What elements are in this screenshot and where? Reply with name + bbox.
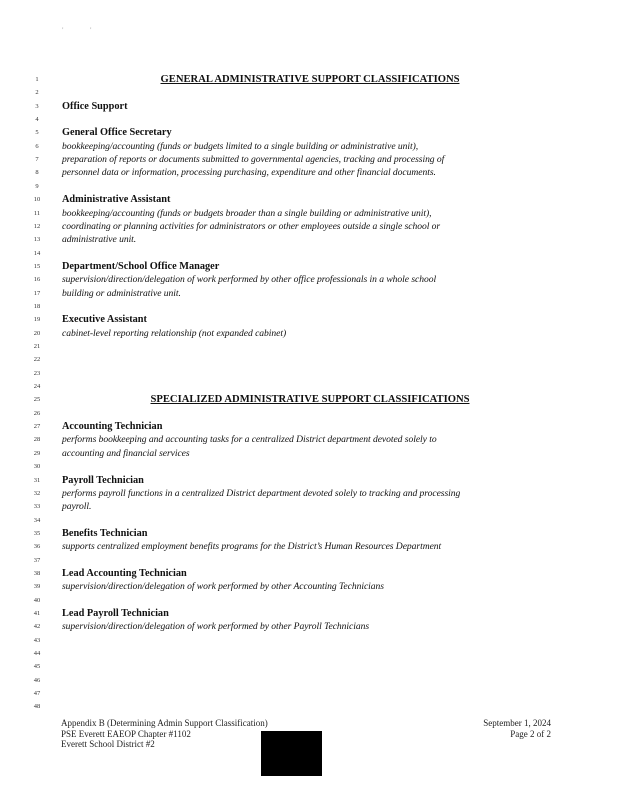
document-line <box>0 100 618 113</box>
document-line <box>0 580 618 593</box>
footer-date: September 1, 2024 <box>483 718 551 728</box>
line-number: 20 <box>33 329 41 337</box>
footer-left <box>61 718 268 750</box>
classification-description: supervision/direction/delegation of work performed by other office professionals in a whole school <box>62 274 437 286</box>
document-line <box>0 300 618 313</box>
document-line <box>0 540 618 553</box>
document-line <box>0 247 618 260</box>
line-number: 22 <box>33 356 41 364</box>
line-number: 35 <box>33 529 41 537</box>
classification-title: Payroll Technician <box>62 474 144 486</box>
document-line <box>0 433 618 446</box>
document-line <box>0 166 618 179</box>
line-number: 25 <box>33 396 41 404</box>
top-mark: , <box>90 24 92 30</box>
classification-description: performs bookkeeping and accounting tasks for a centralized District department devoted solely to <box>62 434 437 446</box>
line-number: 9 <box>35 182 39 190</box>
line-number: 39 <box>33 583 41 591</box>
line-number: 31 <box>33 476 41 484</box>
line-number: 12 <box>33 222 41 230</box>
footer-chapter: PSE Everett EAEOP Chapter #1102 <box>61 728 191 739</box>
classification-title: Lead Payroll Technician <box>62 608 169 619</box>
line-number: 10 <box>33 196 41 204</box>
document-line <box>0 313 618 326</box>
classification-description: building or administrative unit. <box>62 287 181 299</box>
line-number: 43 <box>33 636 41 644</box>
line-number: 46 <box>33 676 41 684</box>
document-line <box>0 273 618 286</box>
document-line <box>0 73 618 86</box>
classification-title: Department/School Office Manager <box>62 260 220 272</box>
line-number: 18 <box>33 302 41 310</box>
line-number: 11 <box>33 209 41 217</box>
footer-page-number: Page 2 of 2 <box>510 728 551 739</box>
line-number: 44 <box>33 650 41 658</box>
section-heading: SPECIALIZED ADMINISTRATIVE SUPPORT CLASSIFICATIONS <box>150 394 470 406</box>
line-number: 17 <box>33 289 41 297</box>
line-number: 3 <box>35 102 39 110</box>
document-line <box>0 460 618 473</box>
line-number: 41 <box>33 610 41 617</box>
classification-description: preparation of reports or documents submitted to governmental agencies, tracking and processing of <box>62 154 445 166</box>
line-number: 16 <box>33 276 41 284</box>
document-line <box>0 674 618 687</box>
document-line <box>0 126 618 139</box>
document-line <box>0 474 618 487</box>
document-line <box>0 180 618 193</box>
line-number: 32 <box>33 489 41 497</box>
document-line <box>0 500 618 513</box>
document-line <box>0 634 618 647</box>
classification-title: General Office Secretary <box>62 127 172 139</box>
classification-title: Office Support <box>62 100 128 112</box>
document-line <box>0 687 618 700</box>
document-line <box>0 113 618 126</box>
line-number: 13 <box>33 236 41 244</box>
classification-description: bookkeeping/accounting (funds or budgets broader than a single building or administrative unit), <box>62 207 432 219</box>
document-line <box>0 220 618 233</box>
line-number: 48 <box>33 703 41 711</box>
line-number: 29 <box>33 449 41 457</box>
document-line <box>0 700 618 713</box>
line-number: 37 <box>33 556 41 564</box>
line-number: 42 <box>33 623 41 631</box>
line-number: 47 <box>33 690 41 698</box>
line-number: 28 <box>33 436 41 444</box>
document-line <box>0 527 618 540</box>
document-line <box>0 380 618 393</box>
document-line <box>0 393 618 406</box>
document-line <box>0 260 618 273</box>
line-number: 26 <box>33 409 41 417</box>
classification-description: supervision/direction/delegation of work performed by other Accounting Technicians <box>62 581 384 593</box>
document-line <box>0 514 618 527</box>
classification-description: cabinet-level reporting relationship (not expanded cabinet) <box>62 327 287 339</box>
classification-description: coordinating or planning activities for administrators or other employees outside a single school or <box>62 220 441 232</box>
line-number: 5 <box>35 129 39 137</box>
document-line <box>0 287 618 300</box>
document-line <box>0 567 618 580</box>
line-number: 30 <box>33 463 41 471</box>
classification-description: payroll. <box>62 501 92 513</box>
document-line <box>0 554 618 567</box>
document-line <box>0 86 618 99</box>
classification-title: Administrative Assistant <box>62 194 171 206</box>
document-line <box>0 487 618 500</box>
footer-right <box>483 718 551 739</box>
document-line <box>0 407 618 420</box>
document-line <box>0 607 618 620</box>
document-line <box>0 340 618 353</box>
document-line <box>0 233 618 246</box>
document-line <box>0 153 618 166</box>
classification-description: performs payroll functions in a centralized District department devoted solely to tracking and processing <box>62 487 461 499</box>
document-line <box>0 620 618 633</box>
line-number: 6 <box>35 142 39 150</box>
document-line <box>0 140 618 153</box>
classification-description: supervision/direction/delegation of work performed by other Payroll Technicians <box>62 621 370 633</box>
line-number: 33 <box>33 503 41 511</box>
classification-title: Benefits Technician <box>62 527 148 539</box>
line-number: 45 <box>33 663 41 671</box>
line-number: 21 <box>33 343 41 350</box>
document-line <box>0 353 618 366</box>
line-number: 36 <box>33 543 41 551</box>
line-number: 40 <box>33 596 41 604</box>
redaction-block <box>261 731 322 776</box>
classification-title: Lead Accounting Technician <box>62 567 187 579</box>
line-number: 14 <box>33 249 41 257</box>
line-number: 7 <box>35 156 39 164</box>
document-line <box>0 447 618 460</box>
line-number: 2 <box>35 89 39 97</box>
document-line <box>0 327 618 340</box>
line-number: 1 <box>35 76 39 83</box>
section-heading: GENERAL ADMINISTRATIVE SUPPORT CLASSIFICATIONS <box>160 74 460 85</box>
document-line <box>0 207 618 220</box>
classification-description: accounting and financial services <box>62 447 190 459</box>
document-line <box>0 193 618 206</box>
line-number: 4 <box>35 116 39 124</box>
footer-appendix: Appendix B (Determining Admin Support Classification) <box>61 718 268 728</box>
classification-description: bookkeeping/accounting (funds or budgets limited to a single building or administrative unit), <box>62 140 419 152</box>
top-mark: , <box>62 24 64 30</box>
footer-district: Everett School District #2 <box>61 739 155 749</box>
document-line <box>0 660 618 673</box>
classification-title: Executive Assistant <box>62 314 147 326</box>
line-number: 15 <box>33 262 41 270</box>
line-number: 24 <box>33 383 41 391</box>
line-number: 38 <box>33 569 41 577</box>
document-line <box>0 367 618 380</box>
line-number: 19 <box>33 316 41 324</box>
classification-description: administrative unit. <box>62 234 137 246</box>
line-number: 27 <box>33 423 41 431</box>
document-line <box>0 647 618 660</box>
line-number: 8 <box>35 169 39 177</box>
line-number: 23 <box>33 369 41 377</box>
classification-title: Accounting Technician <box>62 421 163 433</box>
line-number: 34 <box>33 516 41 524</box>
classification-description: supports centralized employment benefits programs for the District’s Human Resources Department <box>62 541 442 553</box>
document-line <box>0 420 618 433</box>
classification-description: personnel data or information, processing purchasing, expenditure and other financial documents. <box>62 167 436 179</box>
document-line <box>0 594 618 607</box>
